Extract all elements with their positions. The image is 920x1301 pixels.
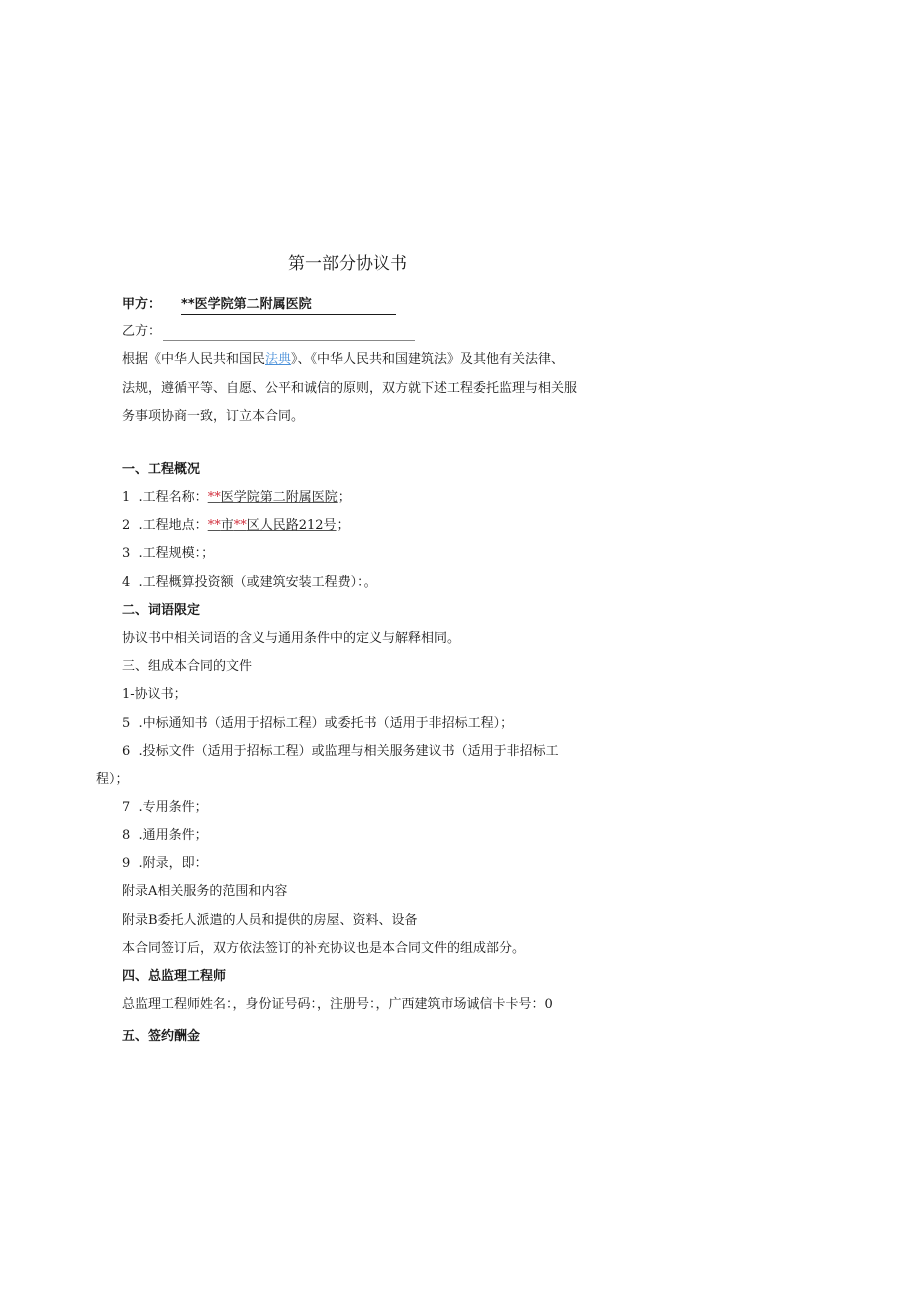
- intro-line-1: [122, 351, 564, 369]
- party-a-name: **医学院第二附属医院: [181, 296, 396, 315]
- page-title: 第一部分协议书: [288, 254, 407, 274]
- item2-v1: 市: [220, 518, 234, 533]
- item2-num: 2: [122, 518, 131, 533]
- item7-num: 7: [122, 800, 131, 815]
- item4-text: .工程概算投资额（或建筑安装工程费）：。: [138, 575, 377, 590]
- item9-num: 9: [122, 856, 131, 871]
- section3-item9: [122, 855, 208, 873]
- section3-item7: [122, 799, 208, 817]
- section3-item6: [122, 743, 559, 761]
- item3-text: .工程规模：；: [138, 546, 215, 561]
- item5-text: .中标通知书（适用于招标工程）或委托书（适用于非招标工程）；: [138, 716, 514, 731]
- item2-red2: **: [233, 518, 247, 533]
- section1-heading: 一、工程概况: [122, 462, 201, 477]
- item7-text: .专用条件；: [138, 800, 208, 815]
- party-a-row: [122, 296, 396, 315]
- party-b-row: [122, 323, 415, 341]
- section3-item5: [122, 715, 513, 733]
- civil-code-link[interactable]: 法典: [265, 352, 292, 367]
- item6-num: 6: [122, 744, 131, 759]
- party-b-blank: [163, 328, 415, 341]
- item1-num: 1: [122, 490, 131, 505]
- item6-text: .投标文件（适用于招标工程）或监理与相关服务建议书（适用于非招标工: [138, 744, 559, 759]
- section2-heading: 二、词语限定: [122, 603, 201, 618]
- item8-num: 8: [122, 828, 131, 843]
- item2-red1: **: [207, 518, 221, 533]
- section3-heading: 三、组成本合同的文件: [122, 659, 253, 674]
- item1-end: ；: [337, 490, 351, 505]
- item4-num: 4: [122, 575, 131, 590]
- section1-item4: [122, 574, 377, 592]
- item1-red: **: [207, 490, 221, 505]
- section3-item6-cont: 程）；: [96, 772, 129, 787]
- appendix-b: 附录B委托人派遣的人员和提供的房屋、资料、设备: [122, 913, 418, 928]
- party-b-label: 乙方：: [122, 324, 162, 339]
- appendix-a: 附录A相关服务的范围和内容: [122, 884, 288, 899]
- intro-line-1-b: 》、《中华人民共和国建筑法》及其他有关法律、: [291, 352, 565, 367]
- item8-text: .通用条件；: [138, 828, 208, 843]
- section4-text: 总监理工程师姓名：，身份证号码：，注册号：，广西建筑市场诚信卡卡号：0: [122, 997, 553, 1012]
- item9-text: .附录，即：: [138, 856, 208, 871]
- item1-label: .工程名称：: [138, 490, 208, 505]
- item2-label: .工程地点：: [138, 518, 208, 533]
- section2-text: 协议书中相关词语的含义与通用条件中的定义与解释相同。: [122, 631, 461, 646]
- item2-end: ；: [336, 518, 350, 533]
- item3-num: 3: [122, 546, 131, 561]
- intro-line-2: 法规，遵循平等、自愿、公平和诚信的原则，双方就下述工程委托监理与相关服: [122, 381, 578, 396]
- intro-line-1-a: 根据《中华人民共和国民: [122, 352, 266, 367]
- party-a-label: 甲方：: [122, 297, 162, 312]
- section3-item1: 1-协议书；: [122, 687, 187, 702]
- section1-item3: [122, 545, 214, 563]
- section3-item8: [122, 827, 208, 845]
- section1-item1: [122, 489, 351, 507]
- section4-heading: 四、总监理工程师: [122, 969, 227, 984]
- supplement-text: 本合同签订后，双方依法签订的补充协议也是本合同文件的组成部分。: [122, 941, 526, 956]
- section1-item2: [122, 517, 350, 535]
- item2-v2: 区人民路212号: [246, 518, 337, 533]
- intro-line-3: 务事项协商一致，订立本合同。: [122, 409, 305, 424]
- section5-heading: 五、签约酬金: [122, 1029, 201, 1044]
- item1-value: 医学院第二附属医院: [220, 490, 338, 505]
- item5-num: 5: [122, 716, 131, 731]
